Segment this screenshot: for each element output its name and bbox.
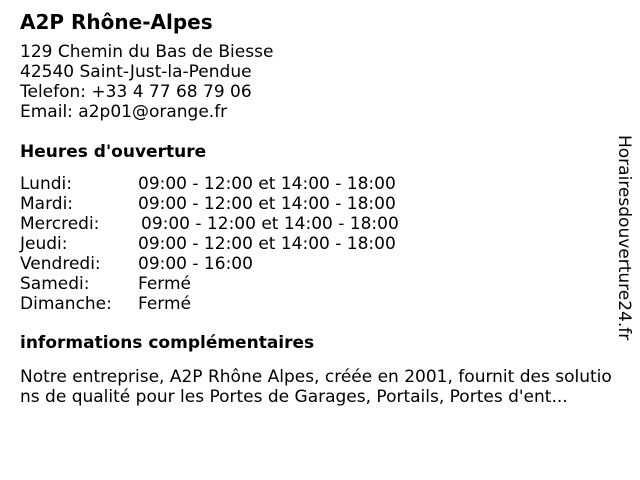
address-street: 129 Chemin du Bas de Biesse — [20, 42, 274, 62]
hours-time: 09:00 - 12:00 et 14:00 - 18:00 — [141, 214, 399, 234]
business-name: A2P Rhône-Alpes — [20, 10, 213, 34]
hours-day: Mardi: — [20, 194, 74, 214]
hours-day: Mercredi: — [20, 214, 100, 234]
hours-row-lundi — [20, 174, 620, 194]
hours-row-mardi — [20, 194, 620, 214]
opening-hours-table — [20, 174, 620, 314]
additional-info-title: informations complémentaires — [20, 333, 315, 353]
hours-day: Vendredi: — [20, 254, 101, 274]
hours-time: Fermé — [138, 274, 192, 294]
hours-day: Jeudi: — [20, 234, 68, 254]
hours-row-mercredi — [20, 214, 620, 234]
hours-time: 09:00 - 16:00 — [138, 254, 253, 274]
email-address[interactable]: Email: a2p01@orange.fr — [20, 102, 228, 122]
hours-time: 09:00 - 12:00 et 14:00 - 18:00 — [138, 194, 396, 214]
hours-row-dimanche — [20, 294, 620, 314]
hours-day: Dimanche: — [20, 294, 112, 314]
opening-hours-title: Heures d'ouverture — [20, 142, 207, 162]
hours-row-vendredi — [20, 254, 620, 274]
hours-day: Lundi: — [20, 174, 72, 194]
address-city: 42540 Saint-Just-la-Pendue — [20, 62, 252, 82]
hours-time: 09:00 - 12:00 et 14:00 - 18:00 — [138, 234, 396, 254]
hours-row-samedi — [20, 274, 620, 294]
business-card — [20, 10, 620, 407]
additional-info-text: Notre entreprise, A2P Rhône Alpes, créée en 2001, fournit des solutions de qualité pour les Portes de Garages, Portails, Portes d'ent... — [20, 367, 612, 407]
hours-day: Samedi: — [20, 274, 90, 294]
hours-time: 09:00 - 12:00 et 14:00 - 18:00 — [138, 174, 396, 194]
phone-number[interactable]: Telefon: +33 4 77 68 79 06 — [20, 82, 252, 102]
hours-time: Fermé — [138, 294, 192, 314]
site-watermark: Horairesdouverture24.fr — [614, 135, 634, 341]
hours-row-jeudi — [20, 234, 620, 254]
